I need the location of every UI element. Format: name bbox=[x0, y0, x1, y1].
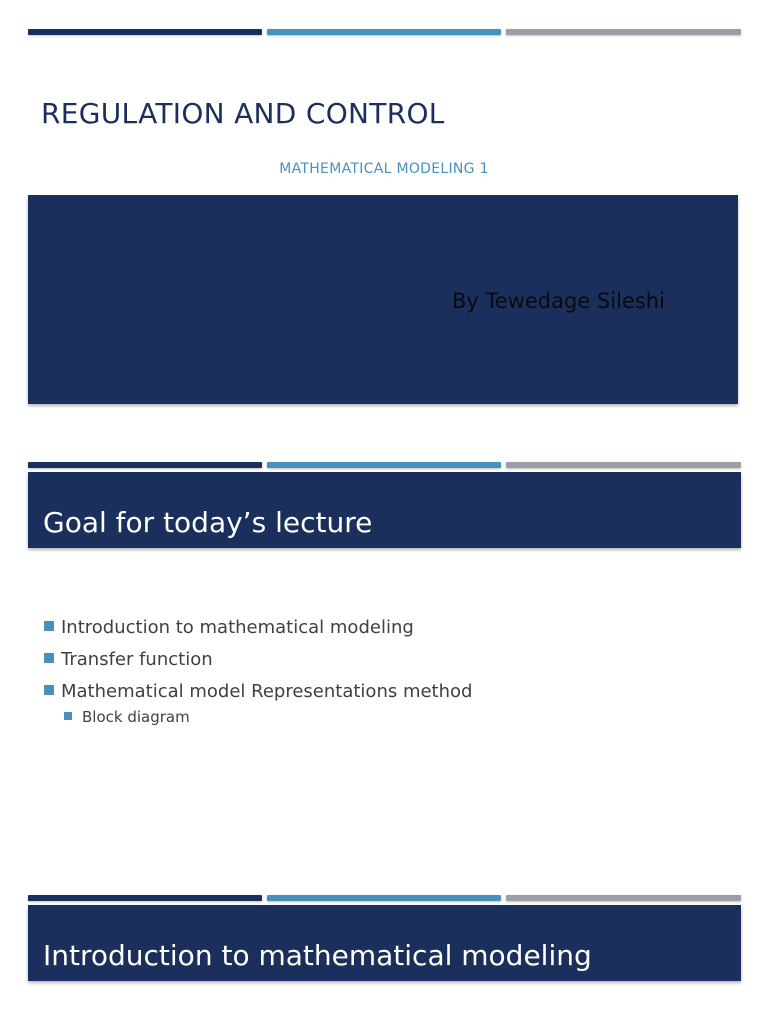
square-bullet-icon bbox=[44, 621, 54, 631]
slide-title: Goal for today’s lecture bbox=[43, 506, 373, 539]
slide-header bbox=[28, 472, 741, 548]
accent-stripe-blue bbox=[267, 29, 501, 35]
slide-title: Introduction to mathematical modeling bbox=[43, 939, 592, 972]
accent-stripe-blue bbox=[267, 462, 501, 468]
accent-stripe-blue bbox=[267, 895, 501, 901]
slide-subtitle: MATHEMATICAL MODELING 1 bbox=[279, 161, 489, 177]
list-item bbox=[44, 617, 472, 649]
bullet-text: Introduction to mathematical modeling bbox=[61, 617, 414, 638]
accent-stripe-gray bbox=[506, 462, 741, 468]
sub-bullet-text: Block diagram bbox=[82, 708, 190, 726]
accent-stripe-gray bbox=[506, 29, 741, 35]
accent-stripe-navy bbox=[28, 29, 262, 35]
accent-stripe-navy bbox=[28, 895, 262, 901]
square-bullet-icon bbox=[44, 685, 54, 695]
accent-stripe-navy bbox=[28, 462, 262, 468]
author-name: By Tewedage Sileshi bbox=[452, 289, 665, 313]
list-item bbox=[44, 649, 472, 681]
square-bullet-icon bbox=[44, 653, 54, 663]
slide-title: REGULATION AND CONTROL bbox=[41, 97, 445, 130]
bullet-list bbox=[44, 617, 472, 726]
author-panel bbox=[28, 195, 738, 404]
slide-header bbox=[28, 905, 741, 981]
square-bullet-icon bbox=[64, 712, 72, 720]
bullet-text: Transfer function bbox=[61, 649, 213, 670]
accent-stripe-gray bbox=[506, 895, 741, 901]
bullet-text: Mathematical model Representations method bbox=[61, 681, 473, 702]
sub-list-item bbox=[64, 708, 472, 726]
